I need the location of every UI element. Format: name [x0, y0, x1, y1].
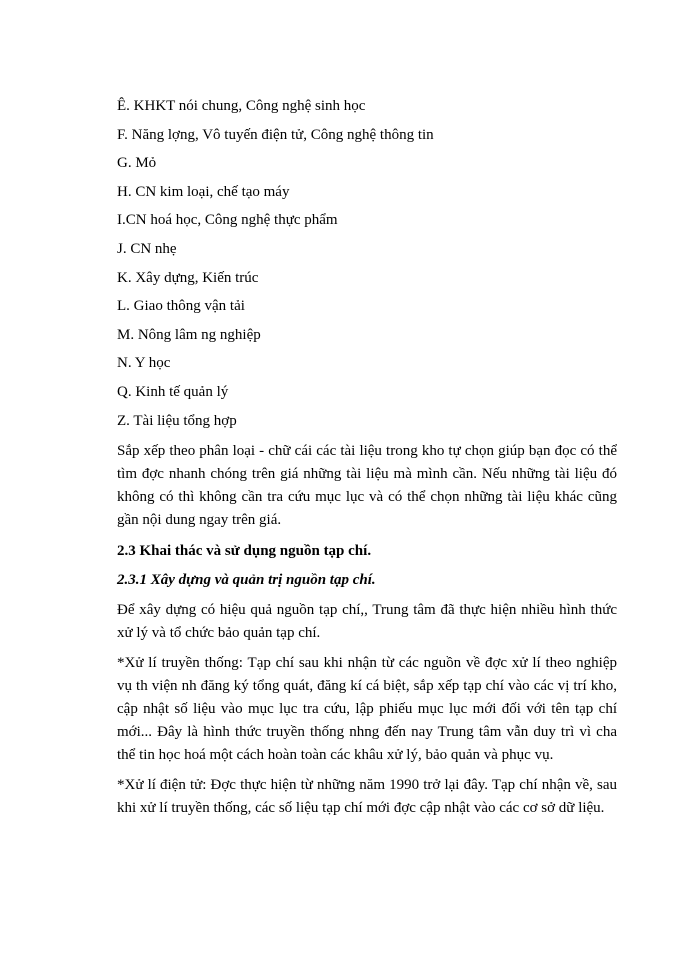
list-item: H. CN kim loại, chế tạo máy [117, 183, 290, 200]
document-body [117, 92, 617, 820]
paragraph-classification: Sắp xếp theo phân loại - chữ cái các tài liệu trong kho tự chọn giúp bạn đọc có thể tìm đợc nhanh chóng trên giá những tài liệu mà mình cần. Nếu những tài liệu đó không có thì không cần tra cứu mục lục và có thể chọn những tài liệu khác cũng gần nội dung ngay trên giá. [117, 443, 617, 529]
list-item: I.CN hoá học, Công nghệ thực phẩm [117, 212, 338, 229]
subsection-heading: 2.3.1 Xây dựng và quản trị nguồn tạp chí. [117, 572, 376, 589]
list-item: F. Năng lợng, Vô tuyến điện tử, Công nghệ thông tin [117, 126, 434, 143]
list-item: Z. Tài liệu tổng hợp [117, 412, 237, 429]
paragraph-traditional-processing: *Xử lí truyền thống: Tạp chí sau khi nhận từ các nguồn về đợc xử lí theo nghiệp vụ th viện nh đăng ký tổng quát, đăng kí cá biệt, sắp xếp tạp chí vào các vị trí kho, cập nhật số liệu vào mục lục tra cứu, lập phiếu mục lục mới đối với tên tạp chí mới... Đây là hình thức truyền thống nhng đến nay Trung tâm vẫn duy trì vì cha thể tin học hoá một cách hoàn toàn các khâu xử lý, bảo quản và phục vụ. [117, 655, 617, 764]
list-item: N. Y học [117, 355, 171, 372]
list-item: G. Mỏ [117, 155, 157, 172]
list-item: Ê. KHKT nói chung, Công nghệ sinh học [117, 98, 366, 114]
list-item: Q. Kinh tế quản lý [117, 383, 229, 400]
list-item: K. Xây dựng, Kiến trúc [117, 269, 259, 286]
list-item: J. CN nhẹ [117, 240, 177, 257]
classification-list [117, 92, 617, 435]
section-heading: 2.3 Khai thác và sử dụng nguồn tạp chí. [117, 543, 372, 560]
list-item: L. Giao thông vận tải [117, 298, 245, 315]
list-item: M. Nông lâm ng nghiệp [117, 326, 261, 343]
paragraph-electronic-processing: *Xử lí điện tử: Đợc thực hiện từ những năm 1990 trở lại đây. Tạp chí nhận về, sau khi xử lí truyền thống, các số liệu tạp chí mới đợc cập nhật vào các cơ sở dữ liệu. [117, 777, 617, 817]
paragraph-build-journals: Để xây dựng có hiệu quả nguồn tạp chí,, Trung tâm đã thực hiện nhiều hình thức xử lý và tổ chức bảo quản tạp chí. [117, 602, 617, 642]
